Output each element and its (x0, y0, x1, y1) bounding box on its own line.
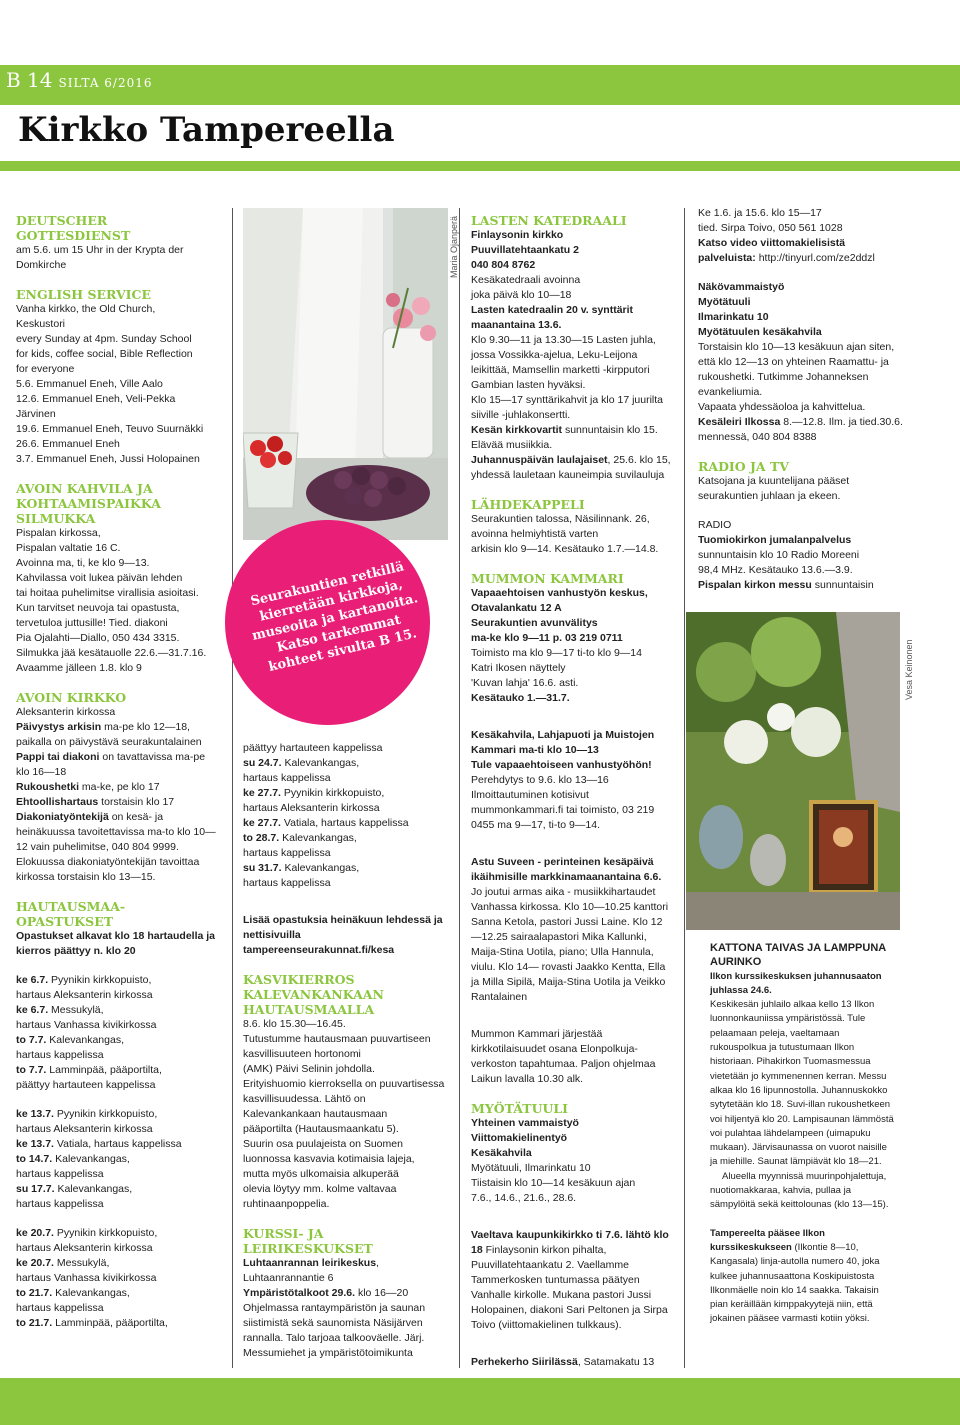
mummon-heading: MUMMON KAMMARI (471, 571, 624, 586)
ilkko-box-transport (710, 1227, 895, 1327)
english-text (16, 302, 221, 467)
text-line: luonnossa kasvavia kotimaisia lajeja, (243, 1153, 415, 1165)
text-line: ke 20.7. Pyynikin kirkkopuisto, (16, 1227, 158, 1239)
date-label: to 7.7. (16, 1034, 50, 1046)
column-divider (459, 208, 460, 1368)
text-line: ruhtinaanpoppelia. (243, 1198, 330, 1210)
text-line: Myötätuuli, Ilmarinkatu 10 (471, 1162, 591, 1174)
text-line: Tutustumme hautausmaan puuvartiseen kasvillisuuteen hortonomi (243, 1033, 431, 1060)
date-label: ke 27.7. (243, 817, 284, 829)
text-line: mutta myös ulkomaisia alkuperää (243, 1168, 399, 1180)
text-line: Kun tarvitset neuvoja tai opastusta, (16, 602, 180, 614)
text-line: Viittomakielinentyö (471, 1132, 568, 1144)
text-line: Järvinen (16, 408, 56, 420)
column-4 (698, 206, 903, 593)
text-line: Torstaisin klo 10—13 kesäkuun ajan siten, että klo 12—13 on yhteinen Raamattu- ja rukoushetki. Tutkimme Johanneksen evankeliumia. (698, 341, 895, 398)
column-1 (16, 213, 221, 1331)
text-line: Vapaaehtoisen vanhustyön keskus, Otavalankatu 12 A (471, 587, 648, 614)
hautaus-intro: Opastukset alkavat klo 18 hartaudella ja kierros päättyy n. klo 20 (16, 930, 216, 957)
text-line: su 31.7. Kalevankangas, (243, 862, 360, 874)
hautaus-group (16, 1107, 221, 1212)
viittoma-text (698, 206, 903, 236)
text-line: for kids, coffee social, Bible Reflection (16, 348, 193, 360)
radio-program: Tuomiokirkon jumalanpalvelus (698, 534, 852, 546)
kasvikierros-heading: KASVIKIERROS KALEVANKANKAAN HAUTAUSMAALLA (243, 972, 384, 1017)
lahdekappeli-text (471, 512, 671, 557)
text-line: hartaus Aleksanterin kirkossa (16, 1242, 153, 1254)
text-line: Katri Ikosen näyttely (471, 662, 566, 674)
kurssi-bold-1: Luhtaanrannan leirikeskus (243, 1257, 377, 1269)
more-info: Lisää opastuksia heinäkuun lehdessä ja nettisivuilla tampereenseurakunnat.fi/kesa (243, 914, 443, 956)
page-letter: B 14 (6, 68, 53, 92)
column-3 (471, 213, 671, 1370)
text-line: su 24.7. Kalevankangas, (243, 757, 360, 769)
bold-label: Juhannuspäivän laulajaiset (471, 454, 608, 466)
kurssi-heading: KURSSI- JA LEIRIKESKUKSET (243, 1226, 373, 1256)
date-label: ke 6.7. (16, 974, 52, 986)
date-label: to 7.7. (16, 1064, 50, 1076)
perhe-text: , Satamakatu 13 (577, 1356, 655, 1368)
text-line: tied. Sirpa Toivo, 050 561 1028 (698, 222, 843, 234)
pispala-text: sunnuntaisin (811, 579, 874, 591)
radio-times (698, 548, 903, 578)
kurssi-text-1: , Luhtaanrannantie 6 (243, 1257, 379, 1284)
text-line: Silmukka jää kesätauolle 22.6.—31.7.16. (16, 647, 207, 659)
text-line: Seurakuntien talossa, Näsilinnank. 26, avoinna helmiyhtistä varten (471, 513, 650, 540)
text-line: Vanha kirkko, the Old Church, (16, 303, 156, 315)
text-line: (AMK) Päivi Selinin johdolla. (243, 1063, 375, 1075)
text-line: to 21.7. Kalevankangas, (16, 1287, 130, 1299)
myotatuuli-heading: MYÖTÄTUULI (471, 1101, 569, 1116)
issue-label: SILTA 6/2016 (58, 76, 153, 90)
hautaus-group (16, 1226, 221, 1331)
text-line: to 28.7. Kalevankangas, (243, 832, 357, 844)
text-line: 3.7. Emmanuel Eneh, Jussi Holopainen (16, 453, 200, 465)
bold-label: Pappi tai diakoni (16, 751, 100, 763)
text-line: am 5.6. um 15 Uhr in der Krypta der (16, 244, 184, 256)
text-line: for everyone (16, 363, 75, 375)
ilkko-transport-text: (Ilkontie 8—10, Kangasala) linja-autolla numero 40, joka kulkee juhannusaattona Koskipuistosta Ilkonmäelle noin klo 14 saakka. Takaisin pian keräillään kimppakyytejä niin, että jokainen pääsee varmasti kotiin yöksi. (710, 1241, 880, 1325)
text-line: päättyy hartauteen kappelissa (16, 1079, 156, 1091)
text-line: Kahvilassa voit lukea päivän lehden (16, 572, 183, 584)
ilkko-box (710, 941, 895, 1327)
date-label: su 17.7. (16, 1183, 58, 1195)
text-line: Finlaysonin kirkko (471, 229, 564, 241)
avoin-text (16, 720, 221, 885)
ilkko-box-intro: Ilkon kurssikeskuksen juhannusaaton juhlassa 24.6. (710, 970, 882, 996)
photo-credit-2: Vesa Keinonen (904, 639, 914, 700)
ilkko-transport-bold: Tampereelta pääsee Ilkon kurssikeskukseen (710, 1227, 825, 1253)
bold-label: Kesän kirkkovartit (471, 424, 563, 436)
text-line: hartaus kappelissa (16, 1168, 104, 1180)
text-line: ke 13.7. Pyynikin kirkkopuisto, (16, 1108, 158, 1120)
text-line: Toimisto ma klo 9—17 ti-to klo 9—14 (471, 647, 642, 659)
text-line: Kesätauko 1.—31.7. (471, 692, 570, 704)
text-line: 98,4 MHz. Kesätauko 13.6.—3.9. (698, 564, 853, 576)
text-line: Kesäkatedraali avoinna (471, 274, 581, 286)
kesaleiri (698, 415, 903, 445)
date-label: to 28.7. (243, 832, 283, 844)
astu-text: Jo joutui armas aika - musiikkihartaudet Vanhassa kirkossa. Klo 10—10.25 kanttori Sanna Ketola, pastori Jussi Laine. Klo 12—12.25 sairaalapastori Mika Kallunki, Maija-Stina Uotila, piano; Ulla Hannula, viulu. Klo 14— rovasti Jaakko Kentta, Ella ja Milla Sipilä, Maija-Stina Uotila ja Veikko Rantalainen (471, 886, 669, 1003)
excursion-badge-text: Seurakuntien retkillä kierretään kirkkoja, museoita ja kartanoita. Katso tarkemmat kohteet sivulta B 15. (249, 559, 420, 675)
text-line: to 7.7. Kalevankangas, (16, 1034, 124, 1046)
vaeltava (471, 1228, 671, 1333)
text-line: hartaus kappelissa (16, 1198, 104, 1210)
kahvila-text (16, 526, 221, 676)
video-bold: Katso video viittomakielisistä palveluista: (698, 237, 846, 264)
katedraali-text (471, 228, 671, 483)
astu-bold: Astu Suveen - perinteinen kesäpäivä ikäihmisille markkinamaanantaina 6.6. (471, 856, 662, 883)
text-line: 8.6. klo 15.30—16.45. (243, 1018, 346, 1030)
text-line: Lasten katedraalin 20 v. synttärit maanantaina 13.6. (471, 304, 634, 331)
date-label: to 14.7. (16, 1153, 56, 1165)
text-line: Tiistaisin klo 10—14 kesäkuun ajan (471, 1177, 636, 1189)
hautaus-heading: HAUTAUSMAA-OPASTUKSET (16, 899, 126, 929)
bold-label: Päivystys arkisin (16, 721, 102, 733)
text-line: 7.6., 14.6., 21.6., 28.6. (471, 1192, 577, 1204)
katedraali-heading: LASTEN KATEDRAALI (471, 213, 627, 228)
text-line: Avaamme jälleen 1.8. klo 9 (16, 662, 142, 674)
ilkko-box-heading: KATTONA TAIVAS JA LAMPPUNA AURINKO (710, 942, 886, 969)
text-line: Tule vapaaehtoiseen vanhustyöhön! (471, 759, 652, 771)
text-line: 5.6. Emmanuel Eneh, Ville Aalo (16, 378, 163, 390)
text-line: 040 804 8762 (471, 259, 536, 271)
text-line: 26.6. Emmanuel Eneh (16, 438, 120, 450)
text-line: hartaus Aleksanterin kirkossa (243, 802, 380, 814)
text-line: tervetuloa juttusille! Tied. diakoni (16, 617, 168, 629)
date-label: ke 20.7. (16, 1257, 57, 1269)
date-label: su 24.7. (243, 757, 285, 769)
video-url[interactable]: http://tinyurl.com/ze2ddzl (755, 252, 875, 264)
column-2 (243, 741, 448, 1361)
radio-subheading: RADIO (698, 519, 732, 531)
text-line: Pispalan valtatie 16 C. (16, 542, 121, 554)
date-label: ke 6.7. (16, 1004, 52, 1016)
astu-suveen (471, 855, 671, 1005)
kurssi-text (243, 1256, 448, 1361)
mummon-text (471, 586, 671, 706)
ilkko-photo (686, 612, 900, 930)
text-line: tai hoitaa puhelimitse virallisia asioitasi. (16, 587, 199, 599)
ilkko-box-text: Keskikesän juhlailo alkaa kello 13 Ilkon luonnonkauniissa ympäristössä. Tule pelaamaan peleja, vaeltamaan rukouspolkua ja tutustumaan Ilkon historiaan. Pihakirkon Tuomasmessua vietetään jo kymmenennen kerran. Messu alkaa klo 16 lipunnostolla. Juhannuskokko sytytetään klo 18. Suvi-illan rukoushetkeen voi hiljentyä klo 20. Lampisaunan lämmöstä voi pulahtaa lähdelampeen (uimapuku mukaan). Järvisaunassa on vuorot naisille ja miehille. Saunat lämpiävät klo 18—21. (710, 999, 894, 1168)
text-line: Klo 9.30—11 ja 13.30—15 Lasten juhla, jossa Vossikka-ajelua, Leku-Leijona leikittää, Mamsellin marketti -kirpputori Gambian lasten hyväksi. (471, 334, 656, 391)
hautaus-schedule (16, 959, 221, 1331)
text-line: Kesäkahvila (471, 1147, 532, 1159)
text-line: Myötätuuli (698, 296, 751, 308)
text-line: pääportilta (Hautausmaankatu 5). (243, 1123, 399, 1135)
text-line: ke 27.7. Vatiala, hartaus kappelissa (243, 817, 409, 829)
text-line: 12.6. Emmanuel Eneh, Veli-Pekka (16, 393, 176, 405)
text-line: to 21.7. Lamminpää, pääportilta, (16, 1317, 168, 1329)
date-label: to 21.7. (16, 1317, 56, 1329)
text-line: hartaus Vanhassa kivikirkossa (16, 1272, 157, 1284)
kurssi-bold-2: Ympäristötalkoot 29.6. (243, 1287, 356, 1299)
page-number (6, 68, 153, 92)
pispala-messu (698, 578, 903, 593)
text-line: ke 20.7. Messukylä, (16, 1257, 110, 1269)
text-line: Domkirche (16, 259, 67, 271)
text-line: to 14.7. Kalevankangas, (16, 1153, 130, 1165)
radio-heading: RADIO JA TV (698, 459, 789, 474)
text-line: Puuvillatehtaankatu 2 (471, 244, 579, 256)
bold-label: Ehtoollishartaus (16, 796, 99, 808)
date-label: ke 20.7. (16, 1227, 57, 1239)
flowers-photo (243, 208, 448, 540)
nakovammais-text (698, 280, 903, 415)
hautaus-group (16, 973, 221, 1093)
photo-credit-1: Maria Ojanperä (449, 215, 459, 278)
text-line: olevia löytyy mm. kolme valtavaa (243, 1183, 397, 1195)
text-line: ke 6.7. Pyynikin kirkkopuisto, (16, 974, 152, 986)
text-line: hartaus kappelissa (243, 847, 331, 859)
text-line: Pappi tai diakoni on tavattavissa ma-pe klo 16—18 (16, 751, 206, 778)
text-line: Elokuussa diakoniatyöntekijän tavoittaa kirkossa torstaisin klo 13—15. (16, 856, 200, 883)
kasvikierros-text (243, 1017, 448, 1212)
kesaleiri-bold: Kesäleiri Ilkossa (698, 416, 781, 428)
text-line: ke 27.7. Pyynikin kirkkopuisto, (243, 787, 385, 799)
text-line: sunnuntaisin klo 10 Radio Moreeni (698, 549, 860, 561)
footer-bar (0, 1378, 960, 1425)
kesakahvila-text (471, 728, 671, 833)
mummon-paragraph: Mummon Kammari järjestää kirkkotilaisuudet osana Elonpolkuja-verkoston tapahtumaa. Paljon ohjelmaa Laikun lavalla 10.30 alk. (471, 1028, 656, 1085)
pispala-bold: Pispalan kirkon messu (698, 579, 812, 591)
title-rule (0, 161, 960, 171)
text-line: Erityishuomio kierroksella on puuvartisessa kasvillisuudessa. Lähtö on (243, 1078, 445, 1105)
text-line: Vapaata yhdessäoloa ja kahvittelua. (698, 401, 866, 413)
radio-text (698, 474, 903, 504)
text-line: joka päivä klo 10—18 (471, 289, 572, 301)
text-line: ke 13.7. Vatiala, hartaus kappelissa (16, 1138, 182, 1150)
text-line: Rukoushetki ma-ke, pe klo 17 (16, 781, 160, 793)
vaeltava-bold: Vaeltava kaupunkikirkko ti 7.6. lähtö klo 18 (471, 1229, 669, 1256)
text-line: every Sunday at 4pm. Sunday School (16, 333, 192, 345)
date-label: ke 27.7. (243, 787, 284, 799)
text-line: hartaus kappelissa (16, 1049, 104, 1061)
text-line: hartaus Vanhassa kivikirkossa (16, 1019, 157, 1031)
flowers-illustration (243, 208, 448, 540)
text-line: Ilmoittautuminen kotisivut mummonkammari.fi tai toimisto, 03 219 0455 ma 9—17, ti-to 9—14. (471, 789, 655, 831)
hautaus-continued (243, 741, 448, 891)
video-link[interactable] (698, 236, 903, 266)
column-divider (232, 208, 233, 1368)
text-line: Suurin osa puulajeista on Suomen (243, 1138, 403, 1150)
text-line: Ehtoollishartaus torstaisin klo 17 (16, 796, 175, 808)
perhe-bold: Perhekerho Siirilässä (471, 1356, 578, 1368)
text-line: Ilmarinkatu 10 (698, 311, 769, 323)
garden-illustration (686, 612, 900, 930)
kurssi-text-2: klo 16—20 Ohjelmassa rantaympäristön ja saunan siistimistä sekä saunomista Näsijärven rannalla. Talo tarjoaa talkooväelle. Järj. Messumiehet ja ympäristötoimikunta (243, 1287, 426, 1359)
deutscher-heading: DEUTSCHER GOTTESDIENST (16, 213, 131, 243)
text-line: 'Kuvan lahja' 16.6. asti. (471, 677, 579, 689)
text-line: Avoinna ma, ti, ke klo 9—13. (16, 557, 150, 569)
page-title: Kirkko Tampereella (18, 110, 395, 150)
text-line: Katsojana ja kuuntelijana pääset seurakuntien juhlaan ja ekeen. (698, 475, 850, 502)
text-line: Perehdytys to 9.6. klo 13—16 (471, 774, 609, 786)
ilkko-box-text-2: Alueella myynnissä muurinpohjalettuja, nuotiomakkaraa, kahvia, pullaa ja sämpylöitä sekä keittolounas (klo 13—15). (710, 1170, 889, 1211)
vaeltava-text: Finlaysonin kirkon pihalta, Puuvillatehtaankatu 2. Vaellamme Tammerkosken tuntumassa päätyen Vanhalle kirkolle. Mukana pastori Jussi Holopainen, diakoni Sari Peltonen ja Sirpa Toivo (viittomakielinen tulkkaus). (471, 1244, 668, 1331)
column-divider (684, 208, 685, 1368)
date-label: ke 13.7. (16, 1108, 57, 1120)
myotatuuli-text (471, 1116, 671, 1206)
text-line: Näkövammaistyö (698, 281, 785, 293)
perhekerho (471, 1355, 671, 1370)
text-line: 19.6. Emmanuel Eneh, Teuvo Suurnäkki (16, 423, 204, 435)
text-line: Kalevankankaan hautausmaan (243, 1108, 388, 1120)
text-line: Juhannuspäivän laulajaiset, 25.6. klo 15, yhdessä lauletaan kauneimpia suvilauluja (471, 454, 671, 481)
date-label: su 31.7. (243, 862, 285, 874)
bold-label: Diakoniatyöntekijä (16, 811, 109, 823)
text-line: hartaus Aleksanterin kirkossa (16, 989, 153, 1001)
text-line: Keskustori (16, 318, 66, 330)
avoin-kirkko-heading: AVOIN KIRKKO (16, 690, 127, 705)
text-line: päättyy hartauteen kappelissa (243, 742, 383, 754)
text-line: Klo 15—17 synttärikahvit ja klo 17 juurilta siiville -juhlakonsertti. (471, 394, 664, 421)
kesaleiri-text: 8.—12.8. Ilm. ja tied.30.6. mennessä, 040 804 8388 (698, 416, 903, 443)
english-heading: ENGLISH SERVICE (16, 287, 151, 302)
text-line: Myötätuulen kesäkahvila (698, 326, 822, 338)
text-line: Diakoniatyöntekijä on kesä- ja heinäkuussa tavoitettavissa ma-to klo 10—12 vain puhelimitse, 040 804 9999. (16, 811, 216, 853)
text-line: hartaus kappelissa (243, 877, 331, 889)
text-line: hartaus kappelissa (16, 1302, 104, 1314)
text-line: ma-ke klo 9—11 p. 03 219 0711 (471, 632, 623, 644)
text-line: su 17.7. Kalevankangas, (16, 1183, 133, 1195)
text-line: hartaus kappelissa (243, 772, 331, 784)
lahdekappeli-heading: LÄHDEKAPPELI (471, 497, 585, 512)
text-line: to 7.7. Lamminpää, pääportilta, (16, 1064, 162, 1076)
text-line: Pispalan kirkossa, (16, 527, 101, 539)
text-line: Seurakuntien avunvälitys (471, 617, 598, 629)
text-line: Yhteinen vammaistyö (471, 1117, 579, 1129)
text-line: hartaus Aleksanterin kirkossa (16, 1123, 153, 1135)
date-label: ke 13.7. (16, 1138, 57, 1150)
text-line: arkisin klo 9—14. Kesätauko 1.7.—14.8. (471, 543, 659, 555)
deutscher-text (16, 243, 221, 273)
text-line: Kesäkahvila, Lahjapuoti ja Muistojen Kammari ma-ti klo 10—13 (471, 729, 655, 756)
text-line: ke 6.7. Messukylä, (16, 1004, 104, 1016)
bold-label: Rukoushetki (16, 781, 80, 793)
text-line: Pia Ojalahti—Diallo, 050 434 3315. (16, 632, 180, 644)
text-line: Kesän kirkkovartit sunnuntaisin klo 15. Elävää musiikkia. (471, 424, 658, 451)
kahvila-heading: AVOIN KAHVILA JA KOHTAAMISPAIKKA SILMUKKA (16, 481, 161, 526)
text-line: Ke 1.6. ja 15.6. klo 15—17 (698, 207, 822, 219)
date-label: to 21.7. (16, 1287, 56, 1299)
avoin-intro: Aleksanterin kirkossa (16, 706, 116, 718)
text-line: Päivystys arkisin ma-pe klo 12—18, paikalla on päivystävä seurakuntalainen (16, 721, 202, 748)
